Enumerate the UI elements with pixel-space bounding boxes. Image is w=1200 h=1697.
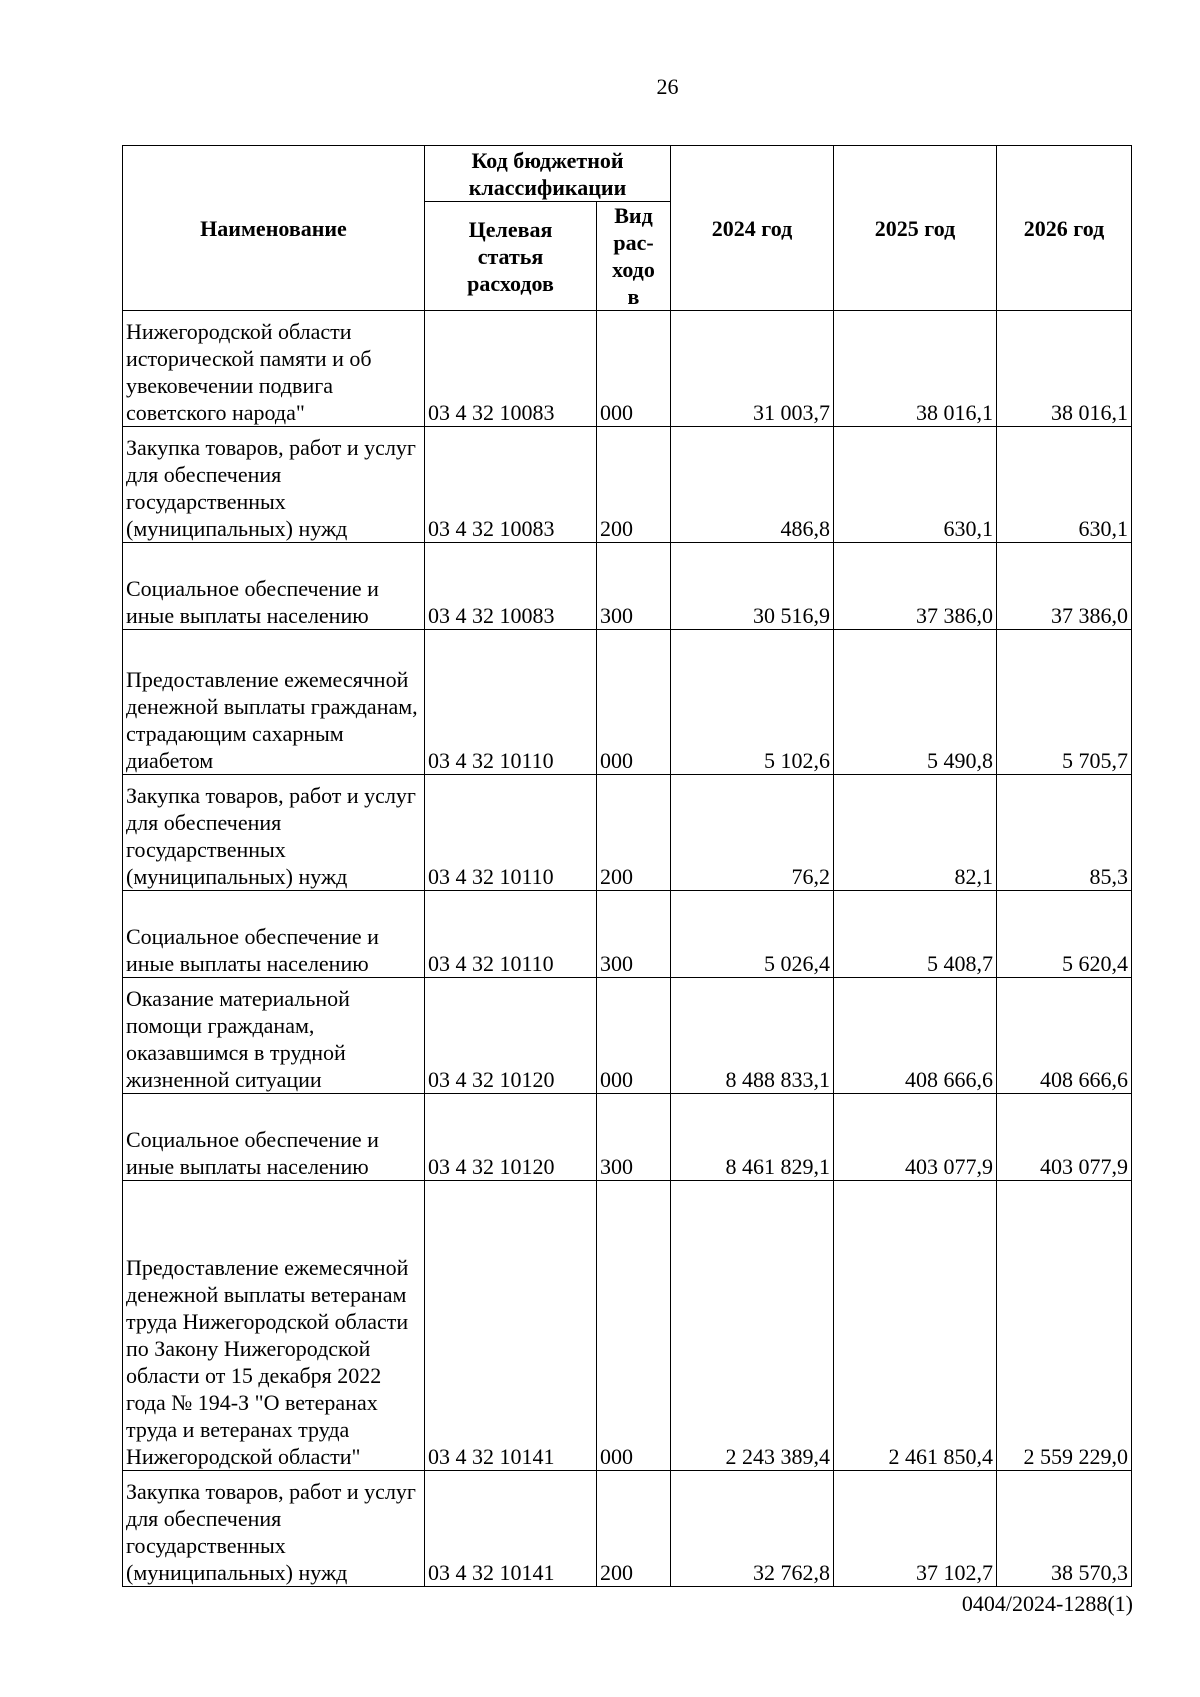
- header-expense-type: Вид рас-ходов: [597, 202, 671, 311]
- budget-table: [122, 145, 1132, 1587]
- row-target-article: 03 4 32 10083: [425, 311, 597, 427]
- row-value-2026: 2 559 229,0: [997, 1181, 1132, 1471]
- table-row: [123, 775, 1132, 891]
- row-expense-type: 200: [597, 1471, 671, 1587]
- row-value-2026: 37 386,0: [997, 543, 1132, 630]
- row-value-2025: 37 386,0: [834, 543, 997, 630]
- row-target-article: 03 4 32 10141: [425, 1181, 597, 1471]
- row-value-2026: 38 016,1: [997, 311, 1132, 427]
- table-row: [123, 1094, 1132, 1181]
- row-expense-type: 000: [597, 978, 671, 1094]
- header-code-group: Код бюджетной классификации: [425, 146, 671, 202]
- row-value-2024: 31 003,7: [671, 311, 834, 427]
- header-2025: 2025 год: [834, 146, 997, 311]
- row-value-2025: 630,1: [834, 427, 997, 543]
- table-row: [123, 630, 1132, 775]
- row-value-2024: 8 461 829,1: [671, 1094, 834, 1181]
- table-row: [123, 311, 1132, 427]
- row-target-article: 03 4 32 10110: [425, 630, 597, 775]
- row-target-article: 03 4 32 10120: [425, 978, 597, 1094]
- row-expense-type: 300: [597, 543, 671, 630]
- row-expense-type: 300: [597, 891, 671, 978]
- row-name: Закупка товаров, работ и услуг для обеспечения государственных (муниципальных) нужд: [123, 1471, 425, 1587]
- row-value-2025: 403 077,9: [834, 1094, 997, 1181]
- row-target-article: 03 4 32 10141: [425, 1471, 597, 1587]
- row-value-2025: 5 490,8: [834, 630, 997, 775]
- table-row: [123, 1181, 1132, 1471]
- row-value-2026: 5 620,4: [997, 891, 1132, 978]
- table-body: [123, 311, 1132, 1587]
- table-row: [123, 543, 1132, 630]
- row-name: Социальное обеспечение и иные выплаты населению: [123, 891, 425, 978]
- row-name: Нижегородской области исторической памяти и об увековечении подвига советского народа": [123, 311, 425, 427]
- row-value-2025: 38 016,1: [834, 311, 997, 427]
- row-value-2024: 2 243 389,4: [671, 1181, 834, 1471]
- row-target-article: 03 4 32 10083: [425, 427, 597, 543]
- row-value-2025: 5 408,7: [834, 891, 997, 978]
- row-target-article: 03 4 32 10083: [425, 543, 597, 630]
- row-name: Социальное обеспечение и иные выплаты населению: [123, 543, 425, 630]
- row-value-2024: 5 102,6: [671, 630, 834, 775]
- row-name: Оказание материальной помощи гражданам, оказавшимся в трудной жизненной ситуации: [123, 978, 425, 1094]
- table-row: [123, 891, 1132, 978]
- header-name: Наименование: [123, 146, 425, 311]
- row-value-2025: 2 461 850,4: [834, 1181, 997, 1471]
- row-name: Закупка товаров, работ и услуг для обеспечения государственных (муниципальных) нужд: [123, 775, 425, 891]
- header-2026: 2026 год: [997, 146, 1132, 311]
- table-row: [123, 427, 1132, 543]
- row-name: Закупка товаров, работ и услуг для обеспечения государственных (муниципальных) нужд: [123, 427, 425, 543]
- row-expense-type: 300: [597, 1094, 671, 1181]
- row-name: Предоставление ежемесячной денежной выплаты ветеранам труда Нижегородской области по Закону Нижегородской области от 15 декабря 2022 года № 194-З "О ветеранах труда и ветеранах труда Нижегородской области": [123, 1181, 425, 1471]
- row-value-2024: 30 516,9: [671, 543, 834, 630]
- header-2024: 2024 год: [671, 146, 834, 311]
- row-expense-type: 000: [597, 630, 671, 775]
- row-expense-type: 200: [597, 427, 671, 543]
- row-value-2024: 32 762,8: [671, 1471, 834, 1587]
- row-value-2026: 630,1: [997, 427, 1132, 543]
- row-name: Социальное обеспечение и иные выплаты населению: [123, 1094, 425, 1181]
- page-number: 26: [656, 74, 679, 99]
- row-expense-type: 000: [597, 311, 671, 427]
- row-value-2026: 5 705,7: [997, 630, 1132, 775]
- row-target-article: 03 4 32 10120: [425, 1094, 597, 1181]
- header-target-article: Целевая статья расходов: [425, 202, 597, 311]
- row-value-2026: 408 666,6: [997, 978, 1132, 1094]
- row-target-article: 03 4 32 10110: [425, 775, 597, 891]
- row-value-2024: 8 488 833,1: [671, 978, 834, 1094]
- row-value-2026: 85,3: [997, 775, 1132, 891]
- row-target-article: 03 4 32 10110: [425, 891, 597, 978]
- row-name: Предоставление ежемесячной денежной выплаты гражданам, страдающим сахарным диабетом: [123, 630, 425, 775]
- row-value-2026: 403 077,9: [997, 1094, 1132, 1181]
- row-value-2025: 408 666,6: [834, 978, 997, 1094]
- row-value-2024: 486,8: [671, 427, 834, 543]
- row-value-2026: 38 570,3: [997, 1471, 1132, 1587]
- table-row: [123, 978, 1132, 1094]
- table-header: [123, 146, 1132, 311]
- row-value-2025: 37 102,7: [834, 1471, 997, 1587]
- document-id: 0404/2024-1288(1): [961, 1591, 1133, 1616]
- table-row: [123, 1471, 1132, 1587]
- row-value-2025: 82,1: [834, 775, 997, 891]
- row-expense-type: 200: [597, 775, 671, 891]
- row-value-2024: 5 026,4: [671, 891, 834, 978]
- row-value-2024: 76,2: [671, 775, 834, 891]
- row-expense-type: 000: [597, 1181, 671, 1471]
